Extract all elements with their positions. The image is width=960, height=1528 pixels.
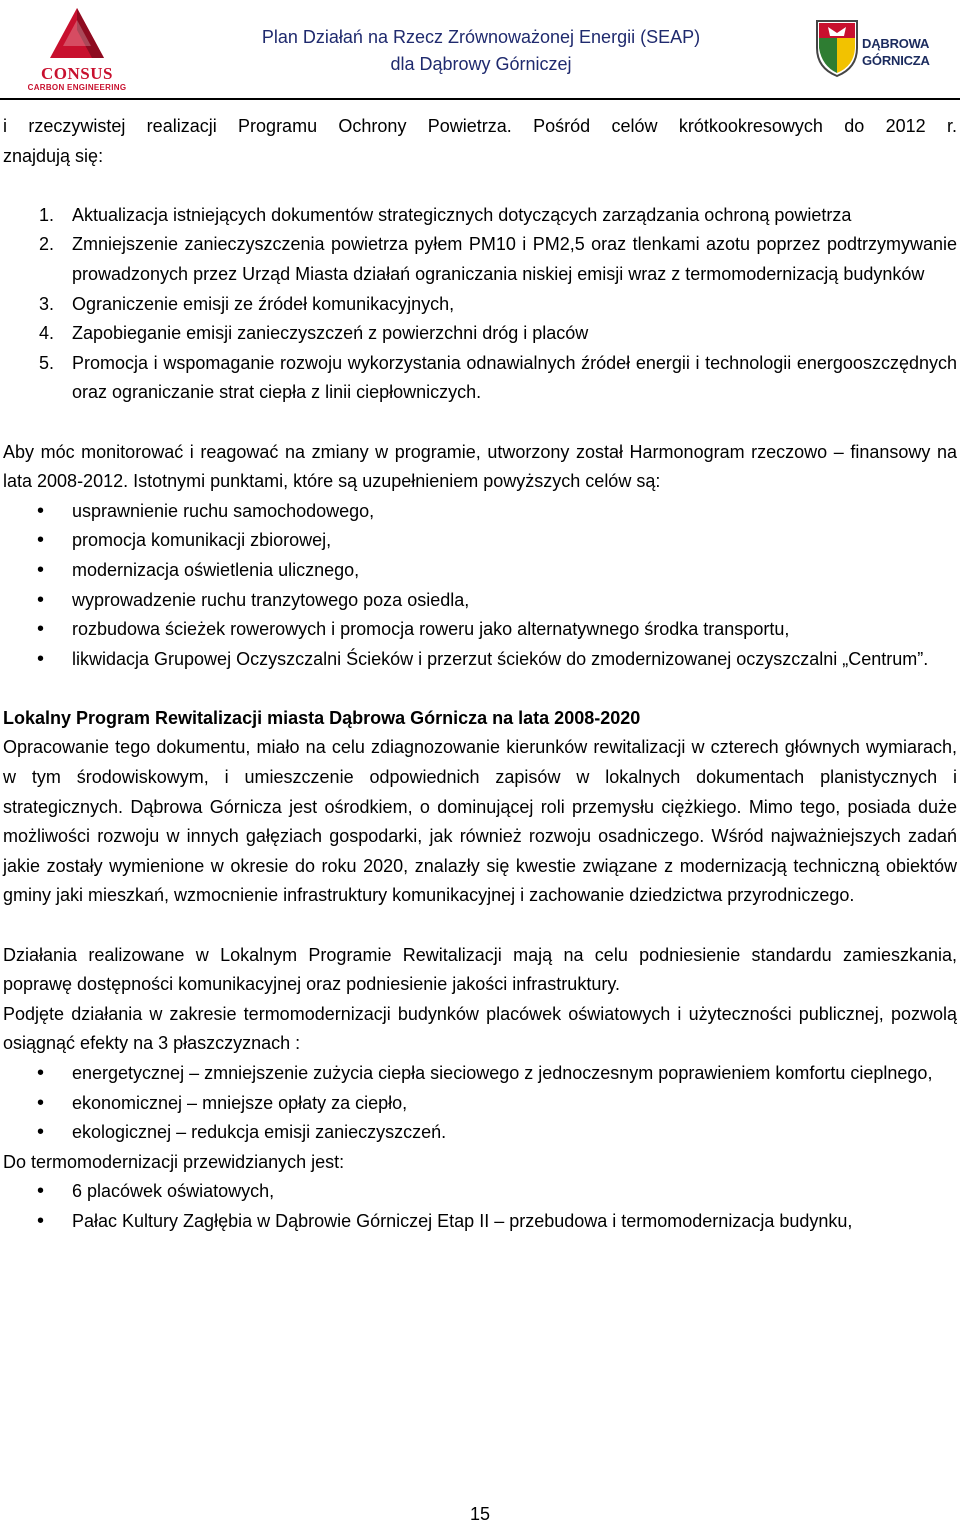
section-paragraph: Opracowanie tego dokumentu, miało na celu zdiagnozowanie kierunków rewitalizacji w czterech głównych wymiarach, w tym środowiskowym, i umieszczenie odpowiednich zapisów w lokalnych dokumentach planistycznych i strategicznych. Dąbrowa Górnicza jest ośrodkiem, o dominującej roli przemysłu ciężkiego. Mimo tego, posiada duże możliwości rozwoju w innych gałęziach gospodarki, jak również rozwoju osadniczego. Wśród najważniejszych zadań jakie zostały wymienione w okresie do roku 2020, znalazły się kwestie związane z modernizacją techniczną obiektów gminy jaki mieszkań, wzmocnienie infrastruktury komunikacyjnej i zachowanie dziedzictwa przyrodniczego. — [3, 737, 957, 906]
list-item: • energetycznej – zmniejszenie zużycia ciepła sieciowego z jednoczesnym poprawieniem komfortu cieplnego, — [3, 1059, 957, 1089]
list-item: • Pałac Kultury Zagłębia w Dąbrowie Górniczej Etap II – przebudowa i termomodernizacja budynku, — [3, 1207, 957, 1237]
list-item: • likwidacja Grupowej Oczyszczalni Ścieków i przerzut ścieków do zmodernizowanej oczyszczalni „Centrum”. — [3, 645, 957, 675]
list-item-text: Zmniejszenie zanieczyszczenia powietrza pyłem PM10 i PM2,5 oraz tlenkami azotu poprzez podtrzymywanie prowadzonych przez Urząd Miasta działań ograniczania niskiej emisji wraz z termomodernizacją budynków — [72, 234, 957, 284]
page-header — [0, 0, 960, 100]
list-item-text: Promocja i wspomaganie rozwoju wykorzystania odnawialnych źródeł energii i technologii energooszczędnych oraz ograniczanie strat ciepła z linii ciepłowniczych. — [72, 352, 957, 403]
list-item-number: 3. — [39, 293, 55, 314]
list-item: • wyprowadzenie ruchu tranzytowego poza osiedla, — [3, 586, 957, 616]
header-divider — [0, 98, 960, 100]
list-item — [3, 319, 957, 349]
list-item-number: 5. — [39, 352, 55, 373]
dabrowa-gornicza-logo — [814, 18, 954, 82]
harmonogram-items-list — [3, 497, 957, 675]
list-item — [3, 290, 957, 320]
consus-brand-name: CONSUS — [41, 64, 113, 83]
list-item — [3, 349, 957, 408]
list-item-text: Aktualizacja istniejących dokumentów strategicznych dotyczących zarządzania ochroną powietrza — [72, 204, 852, 225]
list-item: • ekologicznej – redukcja emisji zanieczyszczeń. — [3, 1118, 957, 1148]
list-item-number: 1. — [39, 204, 55, 225]
consus-triangle-icon — [22, 6, 132, 66]
list-item-text: Ograniczenie emisji ze źródeł komunikacyjnych, — [72, 293, 455, 314]
consus-brand-tagline: CARBON ENGINEERING — [27, 83, 127, 92]
short-term-goals-list — [3, 201, 957, 408]
intro-line-1: i rzeczywistej realizacji Programu Ochrony Powietrza. Pośród celów krótkookresowych do 2012 r. — [3, 116, 957, 136]
city-logo-line1: DĄBROWA — [862, 36, 930, 51]
list-item — [3, 230, 957, 289]
list-item — [3, 201, 957, 231]
city-coat-of-arms-icon — [814, 18, 860, 78]
list-item: • rozbudowa ścieżek rowerowych i promocja roweru jako alternatywnego środka transportu, — [3, 615, 957, 645]
intro-line-2: znajdują się: — [3, 145, 104, 166]
thermomodernization-paragraph: Podjęte działania w zakresie termomodernizacji budynków placówek oświatowych i użyteczności publicznej, pozwolą osiągnąć efekty na 3 płaszczyznach : — [3, 1003, 957, 1054]
section-heading: Lokalny Program Rewitalizacji miasta Dąbrowa Górnicza na lata 2008-2020 — [3, 707, 641, 728]
header-title-line2: dla Dąbrowy Górniczej — [390, 54, 572, 74]
planned-intro: Do termomodernizacji przewidzianych jest: — [3, 1151, 345, 1172]
document-header-title — [150, 24, 812, 78]
harmonogram-paragraph: Aby móc monitorować i reagować na zmiany w programie, utworzony został Harmonogram rzeczowo – finansowy na lata 2008-2012. Istotnymi punktami, które są uzupełnieniem powyższych celów są: — [3, 441, 957, 492]
planned-items-list — [3, 1177, 957, 1236]
page-body — [3, 112, 957, 1237]
list-item: • promocja komunikacji zbiorowej, — [3, 526, 957, 556]
actions-paragraph: Działania realizowane w Lokalnym Programie Rewitalizacji mają na celu podniesienie standardu zamieszkania, poprawę dostępności komunikacyjnej oraz podniesienie jakości infrastruktury. — [3, 944, 957, 995]
header-title-line1: Plan Działań na Rzecz Zrównoważonej Energii (SEAP) — [261, 27, 701, 47]
list-item: • ekonomicznej – mniejsze opłaty za ciepło, — [3, 1089, 957, 1119]
consus-logo — [22, 6, 132, 92]
list-item: • usprawnienie ruchu samochodowego, — [3, 497, 957, 527]
list-item-text: Zapobieganie emisji zanieczyszczeń z powierzchni dróg i placów — [72, 323, 589, 344]
list-item-number: 4. — [39, 323, 55, 344]
city-logo-line2: GÓRNICZA — [862, 53, 930, 68]
city-logo-text — [862, 35, 930, 69]
effects-list — [3, 1059, 957, 1148]
list-item-number: 2. — [39, 234, 55, 255]
list-item: • modernizacja oświetlenia ulicznego, — [3, 556, 957, 586]
page-number: 15 — [469, 1504, 491, 1524]
list-item: • 6 placówek oświatowych, — [3, 1177, 957, 1207]
